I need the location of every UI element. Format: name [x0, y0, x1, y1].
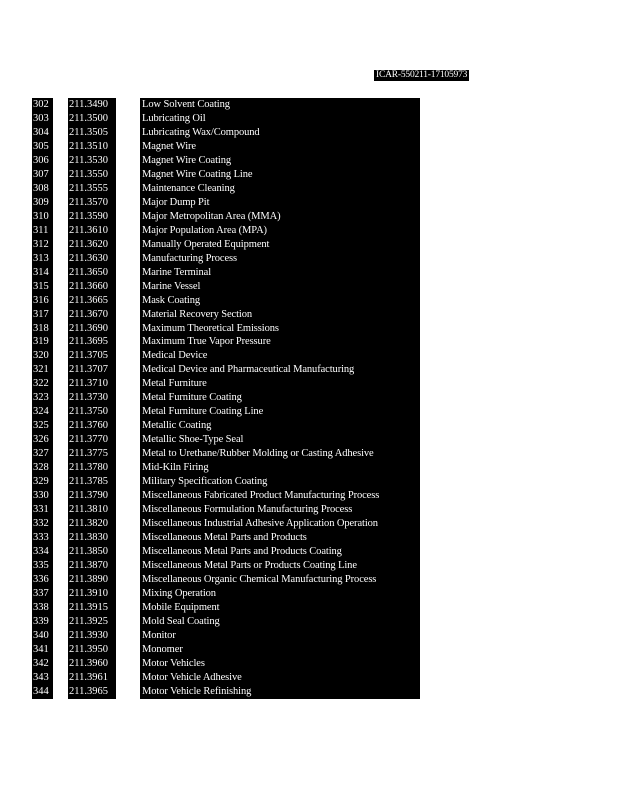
- term-name: Magnet Wire Coating Line: [140, 168, 420, 182]
- term-name: Monitor: [140, 629, 420, 643]
- term-name: Miscellaneous Formulation Manufacturing Process: [140, 503, 420, 517]
- section-number: 211.3630: [68, 252, 116, 266]
- section-number: 211.3665: [68, 294, 116, 308]
- table-row: [0, 503, 618, 517]
- table-row: [0, 545, 618, 559]
- section-number: 211.3710: [68, 377, 116, 391]
- term-name: Metallic Coating: [140, 419, 420, 433]
- row-number: 338: [32, 601, 53, 615]
- table-row: [0, 335, 618, 349]
- row-number: 307: [32, 168, 53, 182]
- term-name: Major Population Area (MPA): [140, 224, 420, 238]
- table-row: [0, 419, 618, 433]
- term-name: Major Metropolitan Area (MMA): [140, 210, 420, 224]
- definitions-table: [0, 98, 618, 699]
- table-row: [0, 601, 618, 615]
- section-number: 211.3830: [68, 531, 116, 545]
- row-number: 311: [32, 224, 53, 238]
- term-name: Metal Furniture Coating Line: [140, 405, 420, 419]
- section-number: 211.3510: [68, 140, 116, 154]
- section-number: 211.3790: [68, 489, 116, 503]
- section-number: 211.3610: [68, 224, 116, 238]
- section-number: 211.3590: [68, 210, 116, 224]
- term-name: Manually Operated Equipment: [140, 238, 420, 252]
- table-row: [0, 182, 618, 196]
- row-number: 306: [32, 154, 53, 168]
- table-row: [0, 517, 618, 531]
- table-row: [0, 587, 618, 601]
- section-number: 211.3930: [68, 629, 116, 643]
- term-name: Motor Vehicles: [140, 657, 420, 671]
- row-number: 327: [32, 447, 53, 461]
- row-number: 344: [32, 685, 53, 699]
- table-row: [0, 615, 618, 629]
- row-number: 337: [32, 587, 53, 601]
- term-name: Marine Vessel: [140, 280, 420, 294]
- table-row: [0, 224, 618, 238]
- term-name: Low Solvent Coating: [140, 98, 420, 112]
- table-row: [0, 280, 618, 294]
- section-number: 211.3555: [68, 182, 116, 196]
- table-row: [0, 447, 618, 461]
- term-name: Miscellaneous Fabricated Product Manufacturing Process: [140, 489, 420, 503]
- section-number: 211.3950: [68, 643, 116, 657]
- table-row: [0, 433, 618, 447]
- row-number: 313: [32, 252, 53, 266]
- row-number: 315: [32, 280, 53, 294]
- row-number: 341: [32, 643, 53, 657]
- section-number: 211.3961: [68, 671, 116, 685]
- section-number: 211.3850: [68, 545, 116, 559]
- table-row: [0, 643, 618, 657]
- term-name: Lubricating Oil: [140, 112, 420, 126]
- row-number: 328: [32, 461, 53, 475]
- term-name: Mobile Equipment: [140, 601, 420, 615]
- table-row: [0, 140, 618, 154]
- table-row: [0, 98, 618, 112]
- table-row: [0, 349, 618, 363]
- row-number: 303: [32, 112, 53, 126]
- row-number: 322: [32, 377, 53, 391]
- term-name: Maximum True Vapor Pressure: [140, 335, 420, 349]
- term-name: Maximum Theoretical Emissions: [140, 322, 420, 336]
- table-row: [0, 210, 618, 224]
- term-name: Medical Device and Pharmaceutical Manufacturing: [140, 363, 420, 377]
- section-number: 211.3785: [68, 475, 116, 489]
- term-name: Miscellaneous Organic Chemical Manufacturing Process: [140, 573, 420, 587]
- section-number: 211.3690: [68, 322, 116, 336]
- section-number: 211.3505: [68, 126, 116, 140]
- row-number: 316: [32, 294, 53, 308]
- section-number: 211.3925: [68, 615, 116, 629]
- row-number: 325: [32, 419, 53, 433]
- row-number: 302: [32, 98, 53, 112]
- row-number: 320: [32, 349, 53, 363]
- table-row: [0, 126, 618, 140]
- term-name: Motor Vehicle Adhesive: [140, 671, 420, 685]
- row-number: 319: [32, 335, 53, 349]
- table-row: [0, 154, 618, 168]
- term-name: Lubricating Wax/Compound: [140, 126, 420, 140]
- section-number: 211.3660: [68, 280, 116, 294]
- document-id: ICAR-550211-17105973: [376, 70, 468, 80]
- term-name: Material Recovery Section: [140, 308, 420, 322]
- section-number: 211.3960: [68, 657, 116, 671]
- table-row: [0, 363, 618, 377]
- section-number: 211.3750: [68, 405, 116, 419]
- section-number: 211.3570: [68, 196, 116, 210]
- table-row: [0, 531, 618, 545]
- section-number: 211.3707: [68, 363, 116, 377]
- section-number: 211.3705: [68, 349, 116, 363]
- table-row: [0, 489, 618, 503]
- table-row: [0, 391, 618, 405]
- row-number: 330: [32, 489, 53, 503]
- row-number: 314: [32, 266, 53, 280]
- row-number: 321: [32, 363, 53, 377]
- row-number: 340: [32, 629, 53, 643]
- row-number: 339: [32, 615, 53, 629]
- table-row: [0, 294, 618, 308]
- section-number: 211.3500: [68, 112, 116, 126]
- section-number: 211.3730: [68, 391, 116, 405]
- term-name: Miscellaneous Metal Parts or Products Coating Line: [140, 559, 420, 573]
- term-name: Metallic Shoe-Type Seal: [140, 433, 420, 447]
- row-number: 335: [32, 559, 53, 573]
- term-name: Mid-Kiln Firing: [140, 461, 420, 475]
- term-name: Miscellaneous Metal Parts and Products Coating: [140, 545, 420, 559]
- row-number: 333: [32, 531, 53, 545]
- term-name: Marine Terminal: [140, 266, 420, 280]
- row-number: 310: [32, 210, 53, 224]
- row-number: 308: [32, 182, 53, 196]
- term-name: Monomer: [140, 643, 420, 657]
- table-row: [0, 252, 618, 266]
- term-name: Major Dump Pit: [140, 196, 420, 210]
- section-number: 211.3695: [68, 335, 116, 349]
- section-number: 211.3550: [68, 168, 116, 182]
- term-name: Mixing Operation: [140, 587, 420, 601]
- table-row: [0, 461, 618, 475]
- table-row: [0, 671, 618, 685]
- term-name: Metal to Urethane/Rubber Molding or Casting Adhesive: [140, 447, 420, 461]
- section-number: 211.3760: [68, 419, 116, 433]
- table-row: [0, 559, 618, 573]
- row-number: 309: [32, 196, 53, 210]
- section-number: 211.3915: [68, 601, 116, 615]
- table-row: [0, 196, 618, 210]
- row-number: 305: [32, 140, 53, 154]
- row-number: 334: [32, 545, 53, 559]
- row-number: 318: [32, 322, 53, 336]
- term-name: Metal Furniture Coating: [140, 391, 420, 405]
- term-name: Metal Furniture: [140, 377, 420, 391]
- section-number: 211.3650: [68, 266, 116, 280]
- section-number: 211.3965: [68, 685, 116, 699]
- section-number: 211.3820: [68, 517, 116, 531]
- row-number: 317: [32, 308, 53, 322]
- section-number: 211.3870: [68, 559, 116, 573]
- table-row: [0, 238, 618, 252]
- term-name: Motor Vehicle Refinishing: [140, 685, 420, 699]
- section-number: 211.3775: [68, 447, 116, 461]
- row-number: 323: [32, 391, 53, 405]
- row-number: 324: [32, 405, 53, 419]
- section-number: 211.3810: [68, 503, 116, 517]
- term-name: Medical Device: [140, 349, 420, 363]
- term-name: Manufacturing Process: [140, 252, 420, 266]
- section-number: 211.3910: [68, 587, 116, 601]
- table-row: [0, 168, 618, 182]
- table-row: [0, 377, 618, 391]
- term-name: Magnet Wire: [140, 140, 420, 154]
- row-number: 329: [32, 475, 53, 489]
- row-number: 326: [32, 433, 53, 447]
- section-number: 211.3670: [68, 308, 116, 322]
- row-number: 336: [32, 573, 53, 587]
- table-row: [0, 405, 618, 419]
- term-name: Magnet Wire Coating: [140, 154, 420, 168]
- term-name: Miscellaneous Industrial Adhesive Application Operation: [140, 517, 420, 531]
- term-name: Maintenance Cleaning: [140, 182, 420, 196]
- row-number: 342: [32, 657, 53, 671]
- table-row: [0, 573, 618, 587]
- term-name: Mold Seal Coating: [140, 615, 420, 629]
- term-name: Mask Coating: [140, 294, 420, 308]
- row-number: 304: [32, 126, 53, 140]
- section-number: 211.3620: [68, 238, 116, 252]
- row-number: 343: [32, 671, 53, 685]
- table-row: [0, 629, 618, 643]
- table-row: [0, 685, 618, 699]
- table-row: [0, 657, 618, 671]
- section-number: 211.3770: [68, 433, 116, 447]
- section-number: 211.3530: [68, 154, 116, 168]
- row-number: 312: [32, 238, 53, 252]
- row-number: 331: [32, 503, 53, 517]
- table-row: [0, 112, 618, 126]
- section-number: 211.3490: [68, 98, 116, 112]
- term-name: Military Specification Coating: [140, 475, 420, 489]
- table-row: [0, 266, 618, 280]
- section-number: 211.3890: [68, 573, 116, 587]
- table-row: [0, 308, 618, 322]
- row-number: 332: [32, 517, 53, 531]
- term-name: Miscellaneous Metal Parts and Products: [140, 531, 420, 545]
- table-row: [0, 475, 618, 489]
- section-number: 211.3780: [68, 461, 116, 475]
- table-row: [0, 322, 618, 336]
